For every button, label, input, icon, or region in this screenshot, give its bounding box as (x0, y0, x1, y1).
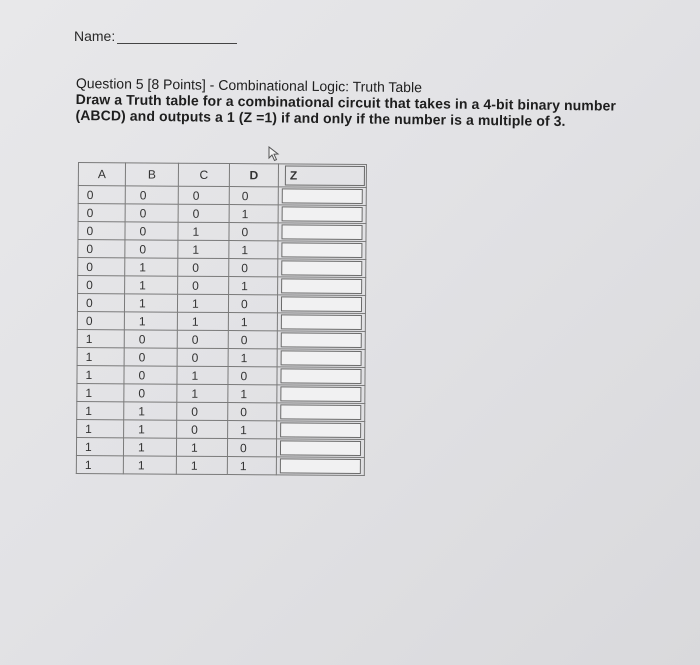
cell-a: 1 (77, 329, 124, 347)
z-answer-input[interactable] (282, 206, 363, 222)
cell-a: 0 (78, 276, 125, 294)
cell-d: 1 (229, 241, 278, 259)
cell-d: 0 (228, 367, 277, 385)
cell-z (277, 385, 365, 404)
table-row (78, 240, 366, 260)
cell-a: 1 (77, 347, 124, 365)
cell-c: 0 (178, 204, 229, 222)
cell-c: 1 (177, 294, 228, 312)
cell-a: 1 (76, 455, 123, 473)
truth-table-body (76, 186, 366, 476)
cell-a: 1 (77, 419, 124, 437)
cell-c: 1 (177, 312, 228, 330)
cell-b: 1 (123, 438, 176, 456)
z-answer-input[interactable] (281, 224, 362, 240)
mouse-cursor-icon (268, 146, 282, 162)
cell-c: 1 (178, 222, 229, 240)
cell-z (276, 457, 364, 476)
cell-d: 1 (229, 277, 278, 295)
cell-z (277, 403, 365, 422)
header-z-label: Z (285, 165, 365, 186)
z-answer-input[interactable] (281, 332, 362, 348)
cell-d: 1 (228, 313, 277, 331)
cell-b: 1 (124, 294, 177, 312)
cell-b: 0 (124, 348, 177, 366)
cell-b: 1 (124, 312, 177, 330)
cell-a: 0 (77, 311, 124, 329)
question-title: Question 5 [8 Points] - Combinational Logic: Truth Table (75, 75, 423, 96)
cell-z (278, 187, 366, 206)
cell-a: 0 (78, 204, 125, 222)
cell-c: 0 (178, 186, 229, 204)
cell-b: 1 (125, 258, 178, 276)
table-row (76, 437, 364, 457)
z-answer-input[interactable] (281, 350, 362, 366)
header-z (278, 164, 366, 188)
cell-c: 1 (177, 384, 228, 402)
cell-d: 0 (228, 331, 277, 349)
cell-z (277, 349, 365, 368)
z-answer-input[interactable] (281, 314, 362, 330)
table-row (77, 294, 365, 314)
table-row (76, 455, 364, 475)
name-label: Name: (74, 28, 116, 44)
cell-b: 0 (125, 240, 178, 258)
cell-d: 0 (227, 439, 276, 457)
cell-d: 1 (228, 349, 277, 367)
cell-z (278, 241, 366, 260)
table-row (78, 222, 366, 242)
z-answer-input[interactable] (281, 278, 362, 294)
cell-a: 1 (77, 383, 124, 401)
cell-c: 0 (177, 348, 228, 366)
cell-d: 0 (229, 259, 278, 277)
table-row (78, 186, 366, 206)
header-c: C (178, 163, 229, 186)
cell-b: 0 (125, 204, 178, 222)
z-answer-input[interactable] (280, 386, 361, 402)
table-row (77, 365, 365, 385)
cell-d: 1 (229, 205, 278, 223)
cell-c: 0 (178, 276, 229, 294)
cell-b: 0 (124, 330, 177, 348)
cell-z (277, 331, 365, 350)
cell-c: 0 (177, 330, 228, 348)
z-answer-input[interactable] (280, 422, 361, 438)
cell-b: 0 (125, 186, 178, 204)
cell-c: 1 (176, 438, 227, 456)
cell-d: 0 (229, 223, 278, 241)
cell-d: 1 (228, 421, 277, 439)
cell-b: 1 (124, 402, 177, 420)
cell-a: 1 (77, 401, 124, 419)
truth-table (76, 162, 367, 476)
table-row (77, 329, 365, 349)
table-row (78, 276, 366, 296)
cell-b: 0 (125, 222, 178, 240)
z-answer-input[interactable] (280, 440, 361, 456)
cell-z (277, 313, 365, 332)
table-row (77, 311, 365, 331)
name-field[interactable] (117, 29, 237, 44)
cell-z (276, 439, 364, 458)
z-answer-input[interactable] (282, 188, 363, 204)
cell-z (278, 223, 366, 242)
cell-d: 0 (229, 187, 278, 205)
cell-z (277, 295, 365, 314)
cell-b: 1 (125, 276, 178, 294)
cell-c: 1 (178, 240, 229, 258)
z-answer-input[interactable] (281, 260, 362, 276)
cell-d: 1 (228, 385, 277, 403)
table-row (78, 204, 366, 224)
table-row (77, 347, 365, 367)
cell-b: 1 (123, 456, 176, 474)
table-header-row (78, 163, 366, 188)
z-answer-input[interactable] (281, 242, 362, 258)
table-row (77, 419, 365, 439)
cell-z (278, 277, 366, 296)
table-row (78, 258, 366, 278)
question-prompt: Draw a Truth table for a combinational circuit that takes in a 4-bit binary number (ABCD) and outputs a 1 (Z =1) if and only if the number is a multiple of 3. (75, 90, 617, 129)
cell-b: 0 (124, 384, 177, 402)
cell-c: 0 (177, 420, 228, 438)
truth-table-container (76, 162, 367, 476)
table-row (77, 383, 365, 403)
header-a: A (78, 163, 125, 186)
cell-c: 0 (177, 402, 228, 420)
cell-z (278, 259, 366, 278)
cell-c: 1 (177, 366, 228, 384)
z-answer-input[interactable] (280, 368, 361, 384)
cell-a: 1 (77, 365, 124, 383)
cell-z (278, 205, 366, 224)
table-row (77, 401, 365, 421)
cell-d: 0 (228, 403, 277, 421)
cell-a: 0 (78, 258, 125, 276)
cell-a: 0 (78, 240, 125, 258)
cell-d: 0 (228, 295, 277, 313)
cell-a: 0 (78, 186, 125, 204)
z-answer-input[interactable] (280, 458, 361, 474)
header-b: B (125, 163, 178, 186)
cell-d: 1 (227, 457, 276, 475)
question-block (75, 75, 646, 130)
cell-c: 0 (178, 258, 229, 276)
cell-z (277, 421, 365, 440)
cell-a: 0 (77, 294, 124, 312)
cell-b: 0 (124, 366, 177, 384)
cell-b: 1 (124, 420, 177, 438)
name-row (74, 28, 237, 44)
z-answer-input[interactable] (281, 296, 362, 312)
cell-a: 0 (78, 222, 125, 240)
header-d: D (229, 164, 278, 187)
cell-z (277, 367, 365, 386)
cell-c: 1 (176, 456, 227, 474)
z-answer-input[interactable] (280, 404, 361, 420)
cell-a: 1 (76, 437, 123, 455)
